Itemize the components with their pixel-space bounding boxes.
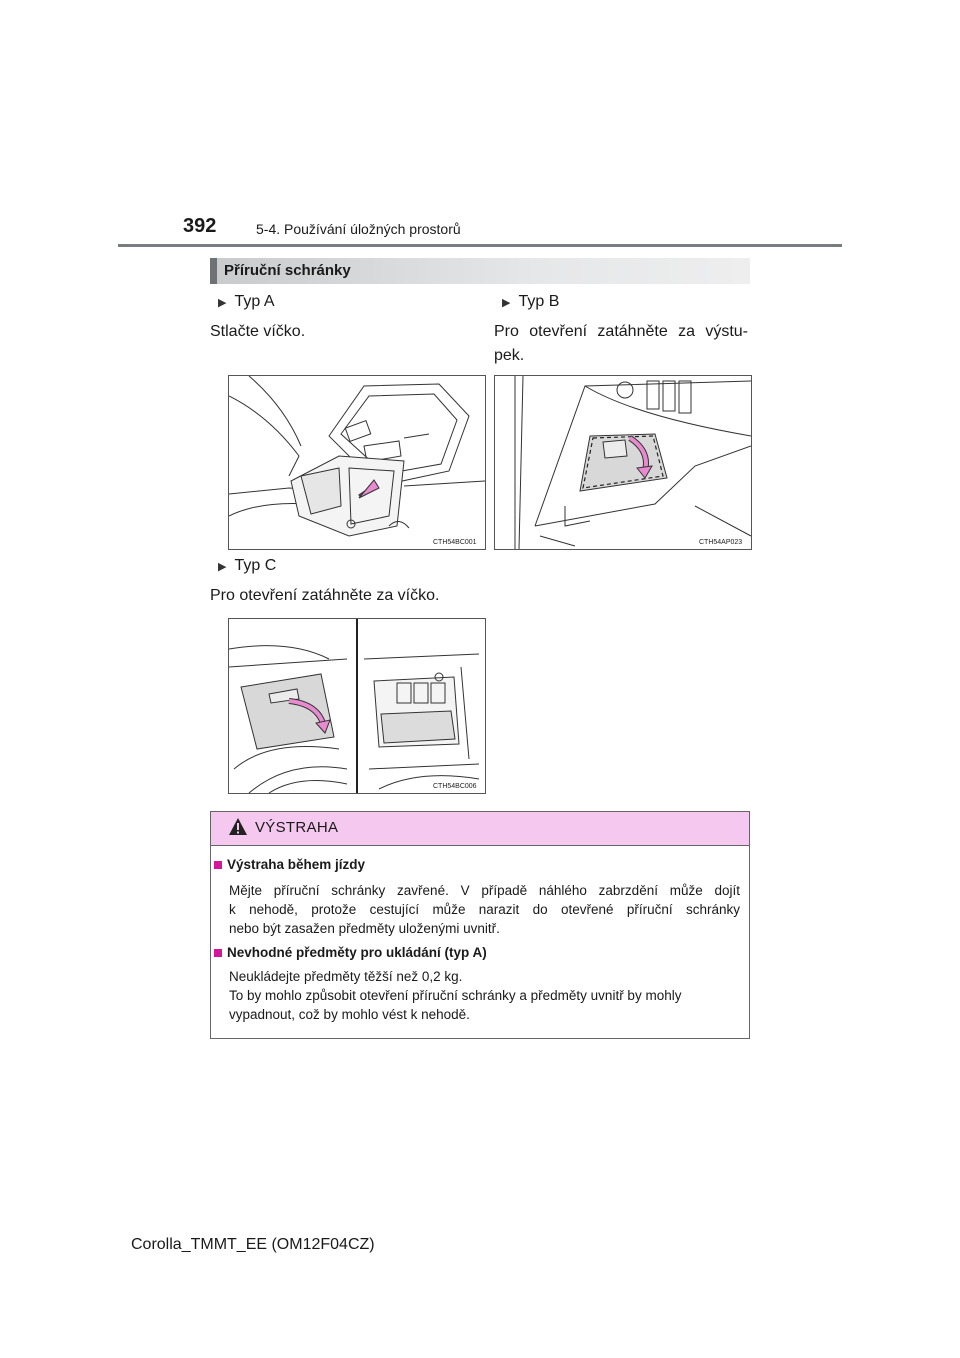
overhead-console-drawing (229, 376, 485, 549)
warning-title: VÝSTRAHA (255, 819, 339, 836)
warning-item-2-line-3: vypadnout, což by mohlo vést k nehodě. (229, 1007, 470, 1022)
type-c-heading (218, 557, 276, 575)
image-code-b: CTH54AP023 (699, 539, 743, 546)
section-accent (210, 258, 217, 284)
type-a-instruction: Stlačte víčko. (210, 323, 306, 340)
type-a-heading (218, 293, 275, 311)
warning-item-1-heading-text: Výstraha během jízdy (227, 857, 366, 872)
section-title: Příruční schránky (224, 262, 351, 279)
illustration-type-a (228, 375, 486, 550)
chapter-title: 5-4. Používání úložných prostorů (256, 221, 461, 237)
warning-item-1-line-1: Mějte příruční schránky zavřené. V případě náhlého zabrzdění může dojít (229, 883, 740, 898)
triangle-bullet-icon: ▶ (502, 296, 511, 309)
warning-header (211, 812, 749, 846)
glovebox-drawing (495, 376, 751, 549)
illustration-type-b (494, 375, 752, 550)
warning-item-2-heading-text: Nevhodné předměty pro ukládání (typ A) (227, 945, 487, 960)
warning-item-1-line-3: nebo být zasažen předměty uloženými uvnitř. (229, 921, 500, 936)
type-b-instruction-line1: Pro otevření zatáhněte za výstu- (494, 323, 748, 340)
square-bullet-icon (214, 861, 222, 869)
square-bullet-icon (214, 949, 222, 957)
type-c-instruction: Pro otevření zatáhněte za víčko. (210, 587, 440, 604)
warning-triangle-icon (228, 817, 248, 836)
warning-item-2-line-2: To by mohlo způsobit otevření příruční schránky a předměty uvnitř by mohly (229, 988, 682, 1003)
image-code-c: CTH54BC006 (433, 783, 477, 790)
triangle-bullet-icon: ▶ (218, 560, 227, 573)
section-heading (210, 258, 750, 284)
type-a-label: Typ A (234, 293, 275, 310)
center-glovebox-drawing (229, 619, 485, 793)
warning-item-2-heading (214, 945, 487, 960)
warning-item-1-line-2: k nehodě, protože cestující může narazit do otevřené příruční schránky (229, 902, 740, 917)
type-b-label: Typ B (518, 293, 560, 310)
type-b-heading (502, 293, 559, 311)
type-c-label: Typ C (234, 557, 277, 574)
warning-item-2-line-1: Neukládejte předměty těžší než 0,2 kg. (229, 969, 463, 984)
page-number: 392 (183, 215, 217, 237)
header-rule (118, 244, 842, 247)
warning-box (210, 811, 750, 1039)
type-b-instruction-line2: pek. (494, 347, 525, 364)
image-code-a: CTH54BC001 (433, 539, 477, 546)
triangle-bullet-icon: ▶ (218, 296, 227, 309)
illustration-type-c (228, 618, 486, 794)
warning-item-1-heading (214, 857, 365, 872)
footer-doc-id: Corolla_TMMT_EE (OM12F04CZ) (131, 1236, 375, 1253)
